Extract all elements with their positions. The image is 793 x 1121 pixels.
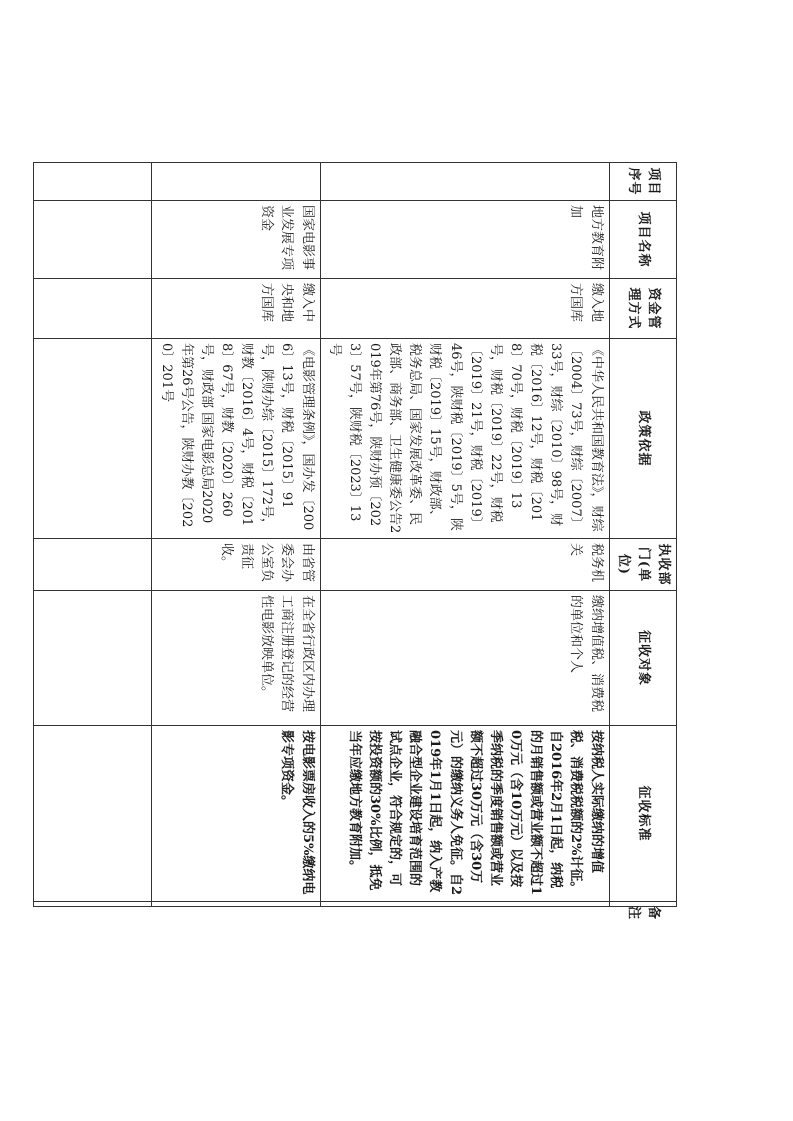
header-object: 征收对象 bbox=[609, 591, 676, 726]
header-name: 项目名称 bbox=[609, 201, 676, 279]
header-note: 备 注 bbox=[609, 902, 676, 907]
empty-cell bbox=[34, 163, 152, 201]
empty-cell bbox=[34, 591, 152, 726]
row-standard: 按电影票房收入的5%缴纳电影专项资金。 bbox=[152, 726, 320, 902]
table-row bbox=[152, 163, 320, 907]
table-row bbox=[320, 163, 609, 907]
row-name: 国家电影事业发展专项资金 bbox=[152, 201, 320, 279]
header-dept: 执收部门(单位) bbox=[609, 539, 676, 591]
row-mode: 缴入地方国库 bbox=[320, 279, 609, 339]
empty-cell bbox=[34, 339, 152, 539]
row-dept: 税务机关 bbox=[320, 539, 609, 591]
row-law: 《中华人民共和国教育法》，财综〔2004〕73号，财综〔2007〕33号，财综〔2010〕98号，财税〔2016〕12号，财税〔2018〕70号，财税〔2019〕13号，财税〔2019〕22号，财税〔2019〕21号，财税〔2019〕46号，陕财税〔2019〕5号，陕财税〔2019〕15号，财政部、税务总局、国家发展改革委、民政部、商务部、卫生健康委公告2019年第76号，陕财办预〔2023〕57号，陕财税〔2023〕13号 bbox=[320, 339, 609, 539]
row-seq bbox=[320, 163, 609, 201]
row-object: 缴纳增值税、消费税的单位和个人 bbox=[320, 591, 609, 726]
row-mode: 缴入中央和地方国库 bbox=[152, 279, 320, 339]
empty-cell bbox=[34, 539, 152, 591]
empty-table-row bbox=[34, 163, 152, 907]
header-standard: 征收标准 bbox=[609, 726, 676, 902]
empty-cell bbox=[34, 726, 152, 902]
header-law: 政策依据 bbox=[609, 339, 676, 539]
row-dept: 由省管委会办公室负责征收。 bbox=[152, 539, 320, 591]
empty-cell bbox=[34, 902, 152, 907]
header-seq: 项目序号 bbox=[609, 163, 676, 201]
row-seq bbox=[152, 163, 320, 201]
row-note bbox=[320, 902, 609, 907]
rotated-document-page bbox=[115, 162, 677, 935]
empty-cell bbox=[34, 201, 152, 279]
header-mode: 资金管理方式 bbox=[609, 279, 676, 339]
row-standard: 按纳税人实际缴纳的增值税、消费税税额的2%计征。自2016年2月1日起，纳税的月销售额或营业额不超过10万元（含10万元）以及按季纳税的季度销售额或营业额不超过30万元（含30万元）的缴纳义务人免征。自2019年1月1日起，纳入产教融合型企业建设培育范围的试点企业，符合规定的，可按投资额的30%比例，抵免当年应缴地方教育附加。 bbox=[320, 726, 609, 902]
row-name: 地方教育附加 bbox=[320, 201, 609, 279]
row-note bbox=[152, 902, 320, 907]
row-object: 在全省行政区内办理工商注册登记的经营性电影放映单位。 bbox=[152, 591, 320, 726]
row-law: 《电影管理条例》，国办发〔2006〕13号，财税〔2015〕91号，陕财办综〔2015〕172号，财教〔2016〕4号，财税〔2018〕67号，财教〔2020〕260号，财政部 国家电影总局2020年第26号公告，陕财办教〔2020〕201号 bbox=[152, 339, 320, 539]
empty-cell bbox=[34, 279, 152, 339]
fee-policy-table bbox=[33, 162, 677, 935]
table-header-row bbox=[609, 163, 676, 907]
